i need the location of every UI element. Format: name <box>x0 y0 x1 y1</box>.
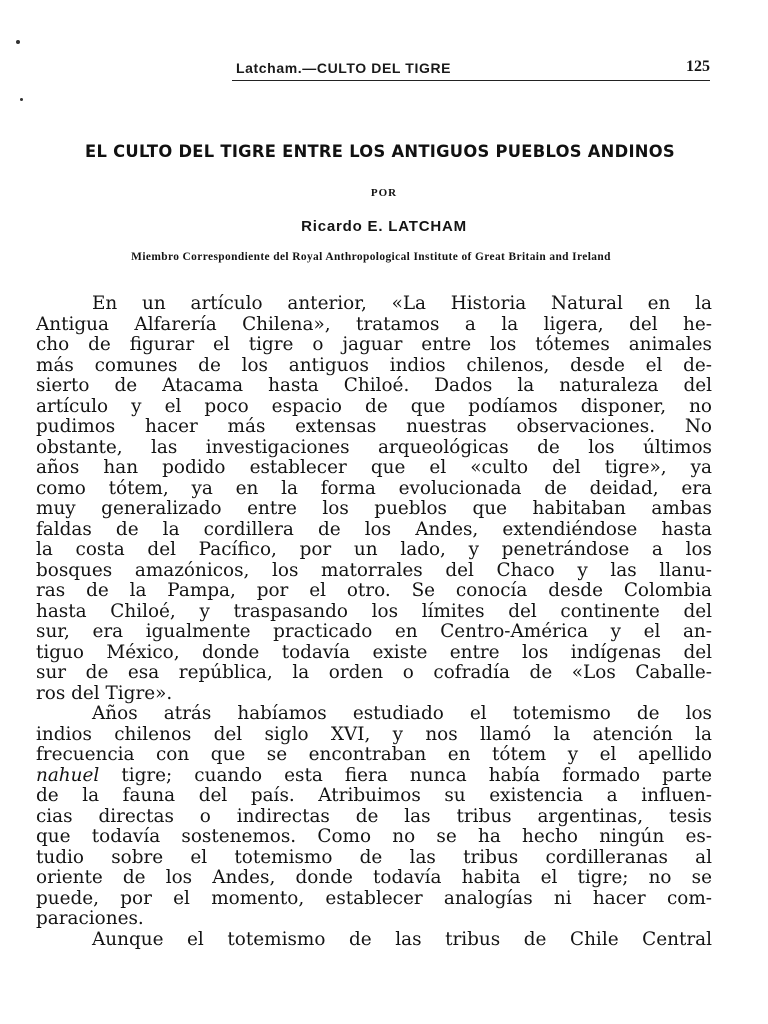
body-line: Años atrás habíamos estudiado el totemismo de los <box>92 703 712 724</box>
body-line: puede, por el momento, establecer analogías ni hacer com- <box>36 887 712 909</box>
body-line: como tótem, ya en la forma evolucionada de deidad, era <box>36 477 712 499</box>
author-name: Ricardo E. LATCHAM <box>301 218 467 235</box>
page-number: 125 <box>686 58 710 75</box>
body-line: Aunque el totemismo de las tribus de Chile Central <box>92 928 712 950</box>
body-line: de la fauna del país. Atribuimos su existencia a influen- <box>36 785 712 806</box>
body-line: hasta Chiloé, y traspasando los límites del continente del <box>36 600 712 622</box>
body-line: oriente de los Andes, donde todavía habita el tigre; no se <box>36 867 712 888</box>
body-line: la costa del Pacífico, por un lado, y penetrándose a los <box>36 539 712 560</box>
body-line: bosques amazónicos, los matorrales del Chaco y las llanu- <box>36 559 712 581</box>
body-line: pudimos hacer más extensas nuestras observaciones. No <box>36 416 712 437</box>
body-line: que todavía sostenemos. Como no se ha hecho ningún es- <box>36 826 712 847</box>
body-line: Antigua Alfarería Chilena», tratamos a la ligera, del he- <box>36 313 712 335</box>
article-title: EL CULTO DEL TIGRE ENTRE LOS ANTIGUOS PUEBLOS ANDINOS <box>85 142 675 162</box>
body-line: obstante, las investigaciones arqueológicas de los últimos <box>36 436 712 458</box>
italic-word: nahuel <box>36 764 100 786</box>
body-line-with-italic <box>36 766 712 787</box>
body-line: tudio sobre el totemismo de las tribus cordilleranas al <box>36 846 712 868</box>
body-line: faldas de la cordillera de los Andes, extendiéndose hasta <box>36 518 712 540</box>
author-affiliation: Miembro Correspondiente del Royal Anthropological Institute of Great Britain and Ireland <box>131 251 611 263</box>
body-line: cho de figurar el tigre o jaguar entre los tótemes animales <box>36 334 712 355</box>
ink-speck <box>20 98 23 101</box>
body-line: sur, era igualmente practicado en Centro-América y el an- <box>36 621 712 642</box>
running-head <box>232 58 710 81</box>
body-line: muy generalizado entre los pueblos que habitaban ambas <box>36 498 712 519</box>
running-head-title: Latcham.—CULTO DEL TIGRE <box>236 60 452 76</box>
body-line: cias directas o indirectas de las tribus argentinas, tesis <box>36 805 712 827</box>
ink-speck <box>16 40 20 44</box>
body-line: más comunes de los antiguos indios chilenos, desde el de- <box>36 354 712 376</box>
body-line: artículo y el poco espacio de que podíamos disponer, no <box>36 395 712 417</box>
body-line: ras de la Pampa, por el otro. Se conocía desde Colombia <box>36 580 712 601</box>
byline-por: POR <box>370 187 398 199</box>
article-body <box>36 294 712 950</box>
body-line: frecuencia con que se encontraban en tótem y el apellido <box>36 744 712 765</box>
body-line: ros del Tigre». <box>36 682 173 704</box>
body-line: sur de esa república, la orden o cofradía de «Los Caballe- <box>36 662 712 683</box>
body-line-rest: tigre; cuando esta fiera nunca había formado parte <box>121 764 712 786</box>
body-line: sierto de Atacama hasta Chiloé. Dados la naturaleza del <box>36 375 712 396</box>
body-line: tiguo México, donde todavía existe entre los indígenas del <box>36 641 712 663</box>
body-line: años han podido establecer que el «culto del tigre», ya <box>36 457 712 478</box>
body-line: indios chilenos del siglo XVI, y nos llamó la atención la <box>36 723 712 745</box>
body-line: paraciones. <box>36 908 144 929</box>
body-line: En un artículo anterior, «La Historia Natural en la <box>92 293 712 314</box>
